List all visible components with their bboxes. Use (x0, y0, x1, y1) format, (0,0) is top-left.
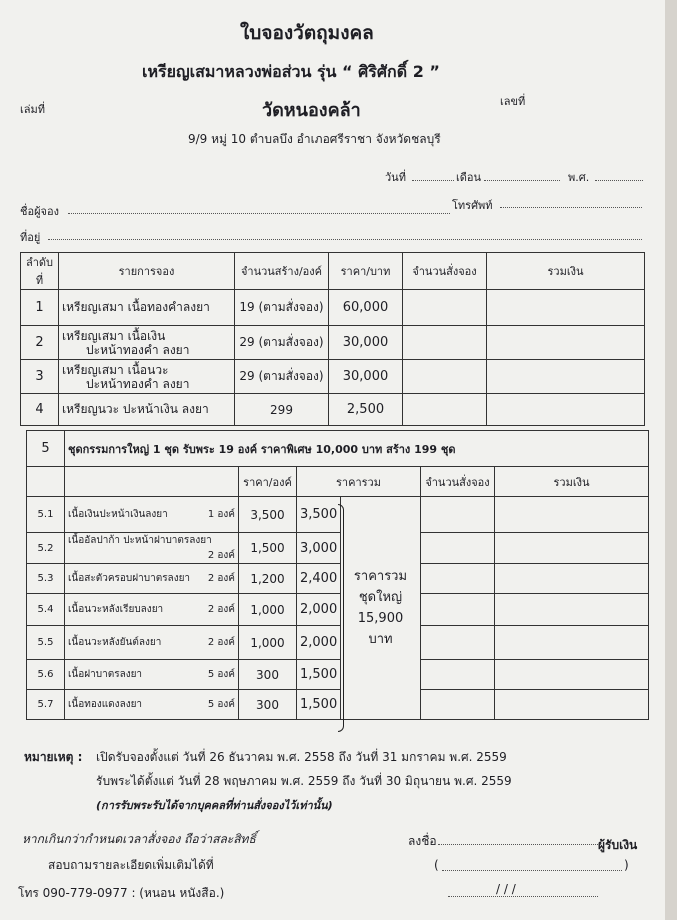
item-text: เนื้อนวะหลังยันต์ลงยา (68, 637, 162, 648)
notes-label: หมายเหตุ : (24, 750, 83, 764)
summary-label: ชุดใหญ่ (358, 590, 403, 605)
address-field[interactable] (48, 239, 642, 240)
item-text: เนื้อฝาบาตรลงยา (68, 669, 143, 680)
item-name (65, 497, 239, 533)
price: 30,000 (329, 326, 403, 360)
item-name (65, 660, 239, 690)
item-name (59, 394, 235, 426)
total-amount-cell[interactable] (487, 290, 645, 326)
receiver-name-field[interactable] (442, 870, 622, 871)
order-quantity-cell[interactable] (421, 594, 495, 626)
order-quantity-cell[interactable] (421, 626, 495, 660)
signature-field[interactable] (438, 844, 598, 845)
column-header: จำนวนสร้าง/องค์ (235, 253, 329, 290)
address-label: ที่อยู่ (20, 231, 41, 244)
total-price: 1,500 (297, 660, 341, 690)
column-header: รวมเงิน (495, 467, 649, 497)
price: 30,000 (329, 360, 403, 394)
month-label: เดือน (456, 171, 482, 184)
total-amount-cell[interactable] (495, 690, 649, 720)
item-text: เนื้อนวะหลังเรียบลงยา (68, 604, 164, 615)
item-count: 5 องค์ (207, 669, 235, 680)
item-name (59, 290, 235, 326)
total-price: 3,500 (297, 497, 341, 533)
form-title: ใบจองวัตถุมงคล (240, 22, 374, 44)
total-amount-cell[interactable] (495, 564, 649, 594)
set-total-summary (341, 497, 421, 720)
notes-pickup-condition: (การรับพระรับได้จากบุคคลที่ท่านสั่งจองไว้เท่านั้น) (96, 799, 333, 812)
total-amount-cell[interactable] (495, 626, 649, 660)
summary-amount: 15,900 บาท (357, 611, 404, 647)
phone-field[interactable] (500, 207, 642, 208)
unit-price: 1,000 (239, 594, 297, 626)
order-quantity-cell[interactable] (421, 564, 495, 594)
notes-booking-period: เปิดรับจองตั้งแต่ วันที่ 26 ธันวาคม พ.ศ. 2558 ถึง วันที่ 31 มกราคม พ.ศ. 2559 (96, 750, 507, 764)
orderer-name-label: ชื่อผู้จอง (20, 205, 59, 218)
item-name (65, 564, 239, 594)
item-line: ปะหน้าทองคำ ลงยา (86, 342, 190, 357)
item-count: 2 องค์ (207, 573, 235, 584)
item-name (59, 326, 235, 360)
item-text: เนื้ออัลปาก้า ปะหน้าฝาบาตรลงยา (68, 535, 212, 546)
summary-brace (338, 504, 344, 732)
date-label: วันที่ (385, 171, 406, 184)
notes-pickup-period: รับพระได้ตั้งแต่ วันที่ 28 พฤษภาคม พ.ศ. 2559 ถึง วันที่ 30 มิถุนายน พ.ศ. 2559 (96, 774, 512, 788)
row-number: 1 (21, 290, 59, 326)
row-number: 2 (21, 326, 59, 360)
total-price: 2,000 (297, 594, 341, 626)
item-text: เนื้อเงินปะหน้าเงินลงยา (68, 509, 168, 520)
row-number: 5.6 (27, 660, 65, 690)
total-price: 2,000 (297, 626, 341, 660)
unit-price: 1,500 (239, 533, 297, 564)
item-name (65, 533, 239, 564)
set-heading: ชุดกรรมการใหญ่ 1 ชุด รับพระ 19 องค์ ราคาพิเศษ 10,000 บาท สร้าง 199 ชุด (65, 431, 649, 467)
build-quantity: 19 (ตามสั่งจอง) (235, 290, 329, 326)
row-number: 5.1 (27, 497, 65, 533)
total-amount-cell[interactable] (487, 394, 645, 426)
receipt-date-separators: / / / (496, 882, 516, 896)
book-number-label: เล่มที่ (20, 103, 46, 116)
receipt-date-field[interactable] (448, 896, 598, 897)
item-count: 5 องค์ (207, 699, 235, 710)
table-row (21, 360, 645, 394)
item-line: เหรียญนวะ ปะหน้าเงิน ลงยา (62, 402, 209, 416)
date-field[interactable] (412, 180, 454, 181)
table-header-row (21, 253, 645, 290)
column-header: ราคารวม (297, 467, 421, 497)
order-quantity-cell[interactable] (421, 533, 495, 564)
item-count: 1 องค์ (207, 509, 235, 520)
total-amount-cell[interactable] (495, 594, 649, 626)
build-quantity: 29 (ตามสั่งจอง) (235, 360, 329, 394)
summary-label: ราคารวม (353, 569, 408, 584)
year-field[interactable] (595, 180, 643, 181)
set-heading-row (27, 431, 649, 467)
row-number: 5.2 (27, 533, 65, 564)
total-amount-cell[interactable] (495, 497, 649, 533)
item-text: เนื้อทองแดงลงยา (68, 699, 143, 710)
order-quantity-cell[interactable] (403, 326, 487, 360)
item-text: เนื้อสะตัวครอบฝาบาตรลงยา (68, 573, 191, 584)
inquire-text: สอบถามรายละเอียดเพิ่มเติมได้ที่ (48, 858, 214, 872)
temple-address: 9/9 หมู่ 10 ตำบลบึง อำเภอศรีราชา จังหวัดชลบุรี (188, 132, 441, 146)
temple-name: วัดหนองคล้า (262, 100, 361, 121)
column-header: ราคา/องค์ (239, 467, 297, 497)
table-row (21, 290, 645, 326)
item-count: 2 องค์ (207, 550, 235, 561)
name-paren-close: ) (624, 858, 629, 872)
order-quantity-cell[interactable] (403, 394, 487, 426)
item-line: เหรียญเสมา เนื้อนวะ (62, 362, 169, 377)
column-header: ราคา/บาท (329, 253, 403, 290)
main-items-table (20, 252, 645, 426)
price: 2,500 (329, 394, 403, 426)
item-name (65, 690, 239, 720)
total-price: 3,000 (297, 533, 341, 564)
item-count: 2 องค์ (207, 604, 235, 615)
order-quantity-cell[interactable] (403, 360, 487, 394)
order-quantity-cell[interactable] (421, 497, 495, 533)
total-price: 2,400 (297, 564, 341, 594)
phone-label: โทรศัพท์ (452, 199, 493, 212)
year-label: พ.ศ. (568, 171, 590, 184)
item-line: ปะหน้าทองคำ ลงยา (86, 376, 190, 391)
set-number: 5 (27, 431, 65, 467)
column-header: รวมเงิน (487, 253, 645, 290)
item-name (65, 594, 239, 626)
row-number: 5.7 (27, 690, 65, 720)
row-number: 4 (21, 394, 59, 426)
table-row (21, 326, 645, 360)
row-number: 3 (21, 360, 59, 394)
column-header: ลำดับที่ (21, 253, 59, 290)
total-amount-cell[interactable] (495, 533, 649, 564)
item-line: เหรียญเสมา เนื้อเงิน (62, 328, 166, 343)
column-header: จำนวนสั่งจอง (403, 253, 487, 290)
name-paren-open: ( (434, 858, 439, 872)
receipt-number-label: เลขที่ (500, 95, 526, 108)
expire-notice: หากเกินกว่ากำหนดเวลาสั่งจอง ถือว่าสละสิทธิ์ (22, 832, 256, 846)
row-number: 5.5 (27, 626, 65, 660)
amulet-series-title: เหรียญเสมาหลวงพ่อส่วน รุ่น “ ศิริศักดิ์ 2 ” (142, 62, 440, 81)
unit-price: 1,000 (239, 626, 297, 660)
receiver-label: ผู้รับเงิน (598, 838, 638, 852)
signature-label: ลงชื่อ (408, 834, 437, 848)
total-amount-cell[interactable] (487, 326, 645, 360)
row-number: 5.4 (27, 594, 65, 626)
table-row (21, 394, 645, 426)
item-count: 2 องค์ (207, 637, 235, 648)
order-quantity-cell[interactable] (403, 290, 487, 326)
item-line: เหรียญเสมา เนื้อทองคำลงยา (62, 300, 210, 314)
total-amount-cell[interactable] (495, 660, 649, 690)
order-quantity-cell[interactable] (421, 660, 495, 690)
item-name (59, 360, 235, 394)
unit-price: 3,500 (239, 497, 297, 533)
order-quantity-cell[interactable] (421, 690, 495, 720)
item-name (65, 626, 239, 660)
build-quantity: 29 (ตามสั่งจอง) (235, 326, 329, 360)
table-header-row (27, 467, 649, 497)
contact-phone: โทร 090-779-0977 : (หนอน หนังสือ.) (18, 886, 225, 900)
row-number: 5.3 (27, 564, 65, 594)
price: 60,000 (329, 290, 403, 326)
unit-price: 300 (239, 690, 297, 720)
column-header: รายการจอง (59, 253, 235, 290)
build-quantity: 299 (235, 394, 329, 426)
month-field[interactable] (484, 180, 560, 181)
total-price: 1,500 (297, 690, 341, 720)
total-amount-cell[interactable] (487, 360, 645, 394)
unit-price: 300 (239, 660, 297, 690)
column-header: จำนวนสั่งจอง (421, 467, 495, 497)
orderer-name-field[interactable] (68, 213, 450, 214)
unit-price: 1,200 (239, 564, 297, 594)
